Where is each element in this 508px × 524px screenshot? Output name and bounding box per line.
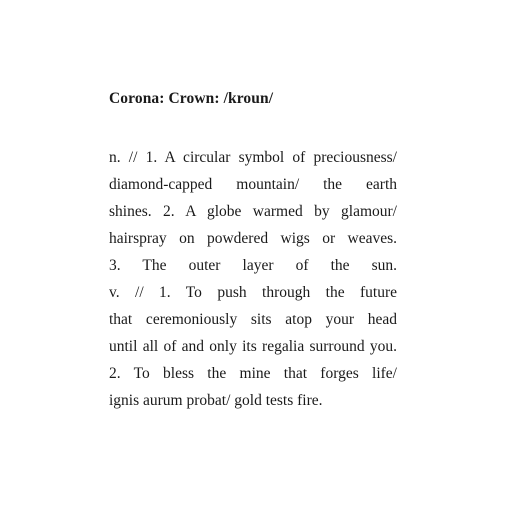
definition-line: ignis aurum probat/ gold tests fire. — [109, 392, 323, 409]
definition-line: shines. 2. A globe warmed by glamour/ — [109, 203, 397, 220]
definition-line: 3. The outer layer of the sun. — [109, 257, 397, 274]
definition-line: n. // 1. A circular symbol of preciousness/ — [109, 149, 397, 166]
entry-definition — [109, 144, 397, 414]
definition-line: diamond-capped mountain/ the earth — [109, 176, 397, 193]
definition-line: until all of and only its regalia surround you. — [109, 338, 397, 355]
definition-line: v. // 1. To push through the future — [109, 284, 397, 301]
definition-line: that ceremoniously sits atop your head — [109, 311, 397, 328]
definition-line: hairspray on powdered wigs or weaves. — [109, 230, 397, 247]
definition-line: 2. To bless the mine that forges life/ — [109, 365, 397, 382]
entry-title: Corona: Crown: /kroun/ — [109, 90, 274, 107]
